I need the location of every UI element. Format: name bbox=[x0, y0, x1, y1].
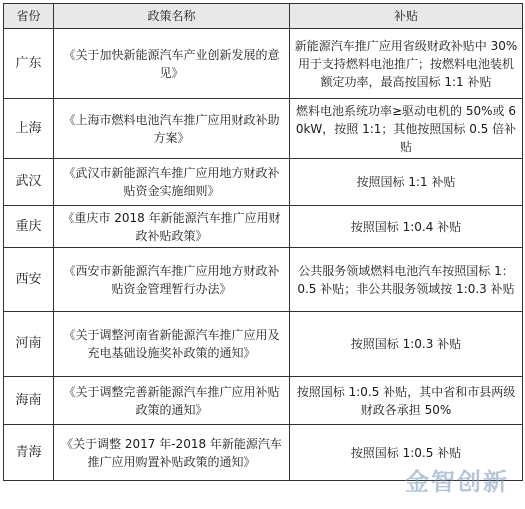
province-cell: 西安 bbox=[4, 248, 54, 312]
policy-subsidy-table bbox=[3, 3, 523, 481]
policy-name-cell: 《关于调整完善新能源汽车推广应用补贴政策的通知》 bbox=[54, 377, 290, 425]
table-row bbox=[4, 377, 523, 425]
subsidy-cell: 按照国标 1:0.5 补贴，其中省和市县两级财政各承担 50% bbox=[290, 377, 523, 425]
subsidy-cell: 按照国标 1:1 补贴 bbox=[290, 159, 523, 206]
policy-name-cell: 《上海市燃料电池汽车推广应用财政补助方案》 bbox=[54, 99, 290, 159]
table-row bbox=[4, 312, 523, 377]
province-cell: 武汉 bbox=[4, 159, 54, 206]
province-cell: 海南 bbox=[4, 377, 54, 425]
policy-name-cell: 《关于加快新能源汽车产业创新发展的意见》 bbox=[54, 29, 290, 99]
table-row bbox=[4, 99, 523, 159]
subsidy-cell: 按照国标 1:0.3 补贴 bbox=[290, 312, 523, 377]
table-row bbox=[4, 206, 523, 248]
header-province: 省份 bbox=[4, 4, 54, 29]
policy-name-cell: 《重庆市 2018 年新能源汽车推广应用财政补贴政策》 bbox=[54, 206, 290, 248]
province-cell: 广东 bbox=[4, 29, 54, 99]
subsidy-cell: 新能源汽车推广应用省级财政补贴中 30%用于支持燃料电池推广；按燃料电池装机额定功率，最高按国标 1:1 补贴 bbox=[290, 29, 523, 99]
subsidy-cell: 燃料电池系统功率≥驱动电机的 50%或 60kW，按照 1:1；其他按照国标 0.5 倍补贴 bbox=[290, 99, 523, 159]
watermark-logo: 金智创新 bbox=[405, 468, 509, 496]
subsidy-cell: 按照国标 1:0.4 补贴 bbox=[290, 206, 523, 248]
policy-name-cell: 《关于调整 2017 年-2018 年新能源汽车推广应用购置补贴政策的通知》 bbox=[54, 425, 290, 481]
province-cell: 青海 bbox=[4, 425, 54, 481]
province-cell: 河南 bbox=[4, 312, 54, 377]
subsidy-cell: 按照国标 1:0.5 补贴 bbox=[290, 425, 523, 481]
table-row bbox=[4, 248, 523, 312]
policy-name-cell: 《武汉市新能源汽车推广应用地方财政补贴资金实施细则》 bbox=[54, 159, 290, 206]
policy-name-cell: 《关于调整河南省新能源汽车推广应用及充电基础设施奖补政策的通知》 bbox=[54, 312, 290, 377]
table-row bbox=[4, 159, 523, 206]
province-cell: 重庆 bbox=[4, 206, 54, 248]
province-cell: 上海 bbox=[4, 99, 54, 159]
header-policy-name: 政策名称 bbox=[54, 4, 290, 29]
table-header-row bbox=[4, 4, 523, 29]
subsidy-cell: 公共服务领域燃料电池汽车按照国标 1：0.5 补贴；非公共服务领域按 1:0.3 补贴 bbox=[290, 248, 523, 312]
header-subsidy: 补贴 bbox=[290, 4, 523, 29]
table-row bbox=[4, 29, 523, 99]
table-row bbox=[4, 425, 523, 481]
policy-name-cell: 《西安市新能源汽车推广应用地方财政补贴资金管理暂行办法》 bbox=[54, 248, 290, 312]
